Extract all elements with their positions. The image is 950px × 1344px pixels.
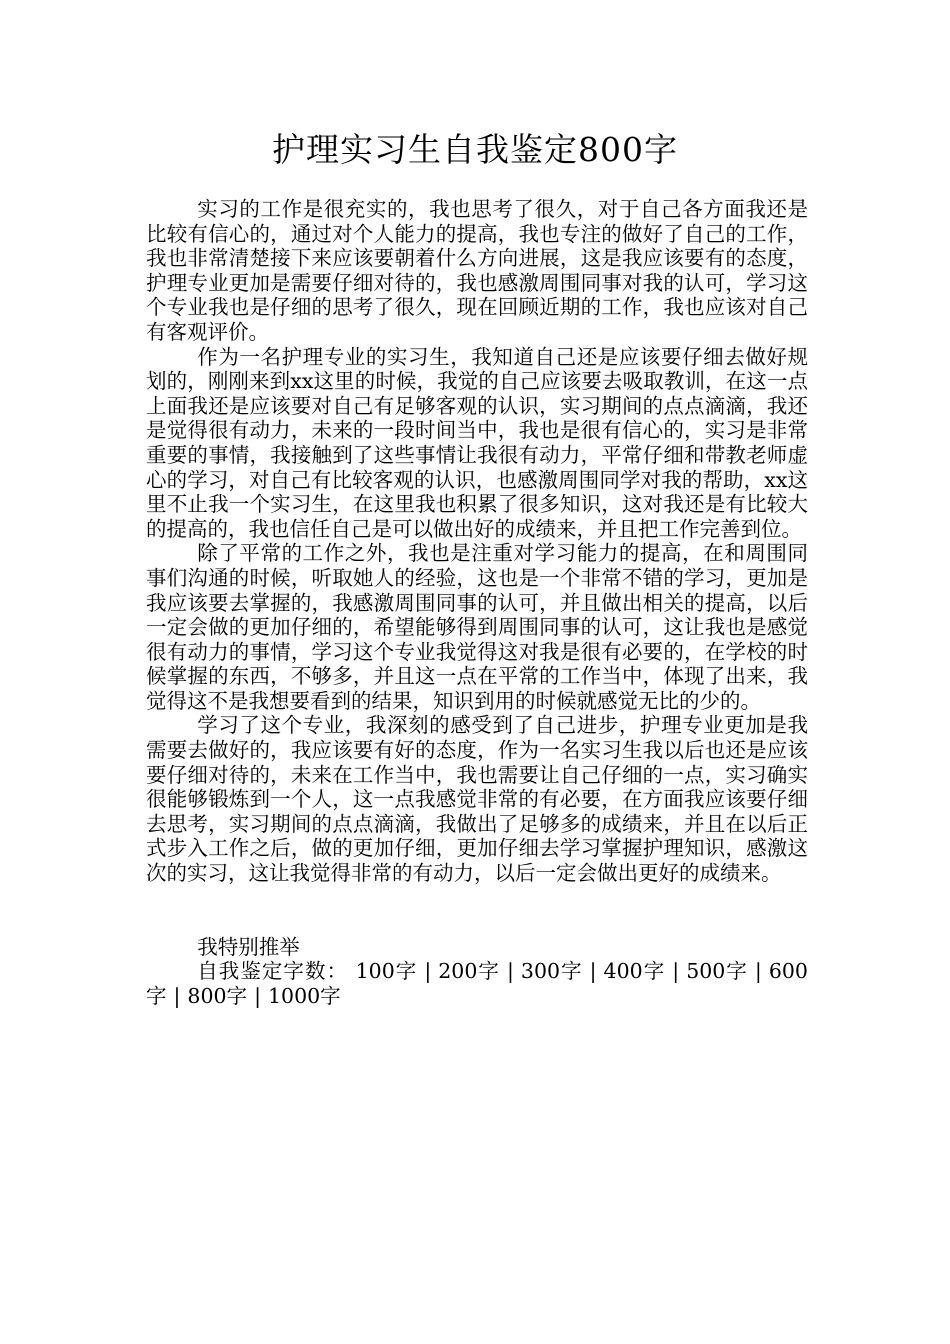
separator: | [754,959,762,984]
paragraph: 学习了这个专业，我深刻的感受到了自己进步，护理专业更加是我需要去做好的，我应该要有好的态度，作为一名实习生我以后也还是应该要仔细对待的，未来在工作当中，我也需要让自己仔细的一点，实习确实很能够锻炼到一个人，这一点我感觉非常的有必要，在方面我应该要仔细去思考，实习期间的点点滴滴，我做出了足够多的成绩来，并且在以后正式步入工作之后，做的更加仔细，更加仔细去学习掌握护理知识，感激这次的实习，这让我觉得非常的有动力，以后一定会做出更好的成绩来。 [146,713,808,886]
link-300-words[interactable]: 300字 [520,959,583,984]
link-500-words[interactable]: 500字 [686,959,748,984]
link-1000-words[interactable]: 1000字 [267,983,341,1008]
link-100-words[interactable]: 100字 [355,959,418,984]
word-count-label: 自我鉴定字数： [197,959,349,984]
spacer [146,886,808,935]
paragraph: 实习的工作是很充实的，我也思考了很久，对于自己各方面我还是比较有信心的，通过对个人能力的提高，我也专注的做好了自己的工作，我也非常清楚接下来应该要朝着什么方向进展，这是我应该要有的态度，护理专业更加是需要仔细对待的，我也感激周围同事对我的认可，学习这个专业我也是仔细的思考了很久，现在回顾近期的工作，我也应该对自己有客观评价。 [146,197,808,344]
separator: | [589,959,597,984]
separator: | [424,959,432,984]
paragraph: 作为一名护理专业的实习生，我知道自己还是应该要仔细去做好规划的，刚刚来到xx这里的时候，我觉的自己应该要去吸取教训，在这一点上面我还是应该要对自己有足够客观的认识，实习期间的点点滴滴，我还是觉得很有动力，未来的一段时间当中，我也是很有信心的，实习是非常重要的事情，我接触到了这些事情让我很有动力，平常仔细和带教老师虚心的学习，对自己有比较客观的认识，也感激周围同学对我的帮助，xx这里不止我一个实习生，在这里我也积累了很多知识，这对我还是有比较大的提高的，我也信任自己是可以做出好的成绩来，并且把工作完善到位。 [146,344,808,541]
document-title: 护理实习生自我鉴定800字 [272,130,678,169]
link-600-words[interactable]: 600字 [146,959,808,1008]
word-count-links [146,959,808,1008]
separator: | [506,959,514,984]
recommend-heading: 我特别推举 [197,934,300,959]
link-200-words[interactable]: 200字 [438,959,500,984]
link-800-words[interactable]: 800字 [187,983,248,1008]
separator: | [672,959,680,984]
link-400-words[interactable]: 400字 [603,959,666,984]
separator: | [173,983,181,1008]
paragraph: 除了平常的工作之外，我也是注重对学习能力的提高，在和周围同事们沟通的时候，听取她人的经验，这也是一个非常不错的学习，更加是我应该要去掌握的，我感激周围同事的认可，并且做出相关的提高，以后一定会做的更加仔细的，希望能够得到周围同事的认可，这让我也是感觉很有动力的事情，学习这个专业我觉得这对我是很有必要的，在学校的时候掌握的东西，不够多，并且这一点在平常的工作当中，体现了出来，我觉得这不是我想要看到的结果，知识到用的时候就感觉无比的少的。 [146,541,808,713]
separator: | [254,983,261,1008]
document-body [146,197,808,1008]
